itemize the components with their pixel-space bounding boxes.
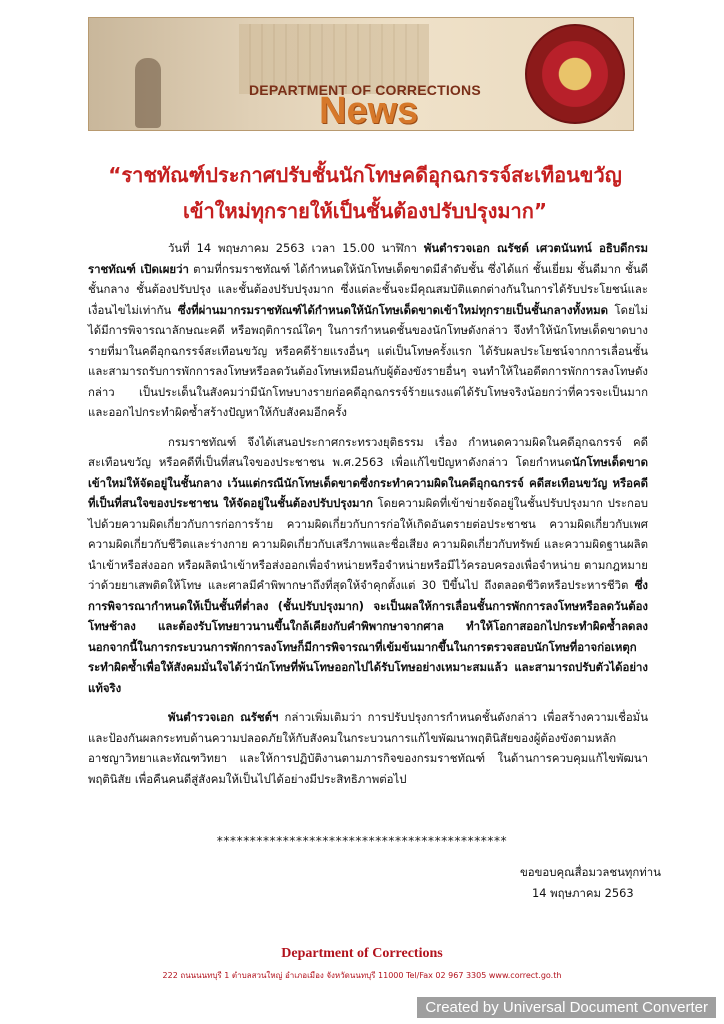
p2-emphasis-2: ซึ่งการพิจารณากำหนดให้เป็นชั้นที่ต่ำลง (ชั้นปรับปรุงมาก) จะเป็นผลให้การเลื่อนชั้นการพักการลงโทษหรือลดวันต้องโทษช้าลง และต้องรับโทษยาวนานขึ้นใกล้เคียงกับคำพิพากษาจากศาล ทำให้โอกาสออกไปกระทำผิดซ้ำลดลง นอกจากนี้ในการกระบวนการพักการลงโทษก็มีการพิจารณาที่เข้มข้นมากขึ้นในการตรวจสอบนักโทษที่อาจก่อเหตุกระทำผิดซ้ำเพื่อให้สังคมมั่นใจได้ว่านักโทษที่พ้นโทษออกไปได้รับโทษอย่างเหมาะสมแล้ว และสามารถปรับตัวได้อย่างแท้จริง — [88, 578, 648, 695]
seal-emblem-icon — [547, 46, 603, 102]
converter-watermark: Created by Universal Document Converter — [417, 997, 716, 1018]
article-body — [88, 238, 648, 798]
headline — [80, 157, 650, 229]
separator-stars: ******************************************** — [216, 834, 508, 848]
p2-text: กรมราชทัณฑ์ จึงได้เสนอประกาศกระทรวงยุติธรรม เรื่อง กำหนดความผิดในคดีอุกฉกรรจ์ คดีสะเทือนขวัญ หรือคดีที่เป็นที่สนใจของประชาชน พ.ศ.2563 เพื่อแก้ไขปัญหาดังกล่าว โดยกำหนด — [88, 434, 648, 469]
p3-speaker: พันตำรวจเอก ณรัชต์ฯ — [168, 710, 279, 724]
p1-speaker: พันตำรวจเอก ณรัชต์ เศวตนันทน์ อธิบดีกรมราชทัณฑ์ เปิดเผยว่า — [88, 241, 648, 276]
department-label: DEPARTMENT OF CORRECTIONS — [249, 82, 481, 98]
closing-note — [520, 862, 700, 904]
p1-date: วันที่ 14 พฤษภาคม 2563 เวลา 15.00 นาฬิกา — [168, 241, 424, 255]
closing-date: 14 พฤษภาคม 2563 — [532, 886, 634, 900]
p1-text-2: โดยไม่ได้มีการพิจารณาลักษณะคดี หรือพฤติการณ์ใดๆ ในการกำหนดชั้นของนักโทษดังกล่าว จึงทำให้นักโทษเด็ดขาดบางรายที่มาในคดีอุกฉกรรจ์สะเทือนขวัญ หรือคดีร้ายแรงอื่นๆ แต่เป็นโทษครั้งแรก ได้รับผลประโยชน์จากการเลื่อนชั้น และสามารถรับการพักการลงโทษหรือลดวันต้องโทษเหมือนกับผู้ต้องขังรายอื่นๆ จนทำให้ในอดีตการพักการลงโทษดังกล่าว เป็นประเด็นในสังคมว่ามีนักโทษบางรายก่อคดีอุกฉกรรจ์ร้ายแรงแต่ได้รับโทษจริงน้อยกว่าที่ควรจะเป็นมาก และออกไปกระทำผิดซ้ำสร้างปัญหาให้กับสังคมอีกครั้ง — [88, 302, 648, 419]
thanks-line: ขอขอบคุณสื่อมวลชนทุกท่าน — [520, 865, 661, 879]
headline-line-2: เข้าใหม่ทุกรายให้เป็นชั้นต้องปรับปรุงมาก” — [182, 199, 548, 223]
department-seal-logo — [525, 24, 625, 124]
paragraph-1 — [88, 238, 648, 423]
p2-emphasis: นักโทษเด็ดขาดเข้าใหม่ให้จัดอยู่ในชั้นกลาง เว้นแต่กรณีนักโทษเด็ดขาดซึ่งกระทำความผิดในคดีอุกฉกรรจ์ คดีสะเทือนขวัญ หรือคดีที่เป็นที่สนใจของประชาชน ให้จัดอยู่ในชั้นต้องปรับปรุงมาก — [88, 455, 648, 510]
paragraph-2 — [88, 432, 648, 699]
p1-emphasis: ซึ่งที่ผ่านมากรมราชทัณฑ์ได้กำหนดให้นักโทษเด็ดขาดเข้าใหม่ทุกรายเป็นชั้นกลางทั้งหมด — [177, 302, 608, 317]
p2-text-2: โดยความผิดที่เข้าข่ายจัดอยู่ในชั้นปรับปรุงมาก ประกอบไปด้วยความผิดเกี่ยวกับการก่อการร้าย ความผิดเกี่ยวกับการก่อให้เกิดอันตรายต่อประชาชน ความผิดเกี่ยวกับเพศ ความผิดเกี่ยวกับชีวิตและร่างกาย ความผิดเกี่ยวกับเสรีภาพและชื่อเสียง ความผิดเกี่ยวกับทรัพย์ และความผิดฐานผลิตนำเข้าหรือส่งออก หรือผลิตนำเข้าหรือส่งออกเพื่อจำหน่ายหรือจำหน่ายหรือมีไว้ครอบครองเพื่อจำหน่าย ตามกฎหมายว่าด้วยยาเสพติดให้โทษ และศาลมีคำพิพากษาถึงที่สุดให้จำคุกตั้งแต่ 30 ปีขึ้นไป ถึงตลอดชีวิตหรือประหารชีวิต — [88, 496, 648, 592]
footer-address: 222 ถนนนนทบุรี 1 ตำบลสวนใหญ่ อำเภอเมือง จังหวัดนนทบุรี 11000 Tel/Fax 02 967 3305 www.correct.go.th — [162, 971, 562, 980]
p3-text: กล่าวเพิ่มเติมว่า การปรับปรุงการกำหนดชั้นดังกล่าว เพื่อสร้างความเชื่อมั่นและป้องกันผลกระทบด้านความปลอดภัยให้กับสังคมในกระบวนการแก้ไขพัฒนาพฤตินิสัยของผู้ต้องขังตามหลักอาชญาวิทยาและทัณฑวิทยา และให้การปฏิบัติงานตามภารกิจของกรมราชทัณฑ์ ในด้านการควบคุมแก้ไขพัฒนาพฤตินิสัย เพื่อคืนคนดีสู่สังคมให้เป็นไปได้อย่างมีประสิทธิภาพต่อไป — [88, 710, 648, 786]
footer-title: Department of Corrections — [281, 946, 443, 961]
guard-silhouette-image — [135, 58, 161, 128]
news-label: News — [319, 90, 419, 131]
paragraph-3 — [88, 707, 648, 789]
header-banner — [88, 17, 634, 131]
headline-line-1: “ราชทัณฑ์ประกาศปรับชั้นนักโทษคดีอุกฉกรรจ์สะเทือนขวัญ — [108, 163, 622, 187]
p1-text: ตามที่กรมราชทัณฑ์ ได้กำหนดให้นักโทษเด็ดขาดมีลำดับชั้น ซึ่งได้แก่ ชั้นเยี่ยม ชั้นดีมาก ชั้นดี ชั้นกลาง ชั้นต้องปรับปรุง และชั้นต้องปรับปรุงมาก ซึ่งแต่ละชั้นจะมีคุณสมบัติแตกต่างกันในการได้รับประโยชน์และเงื่อนไขไม่เท่ากัน — [88, 261, 649, 317]
